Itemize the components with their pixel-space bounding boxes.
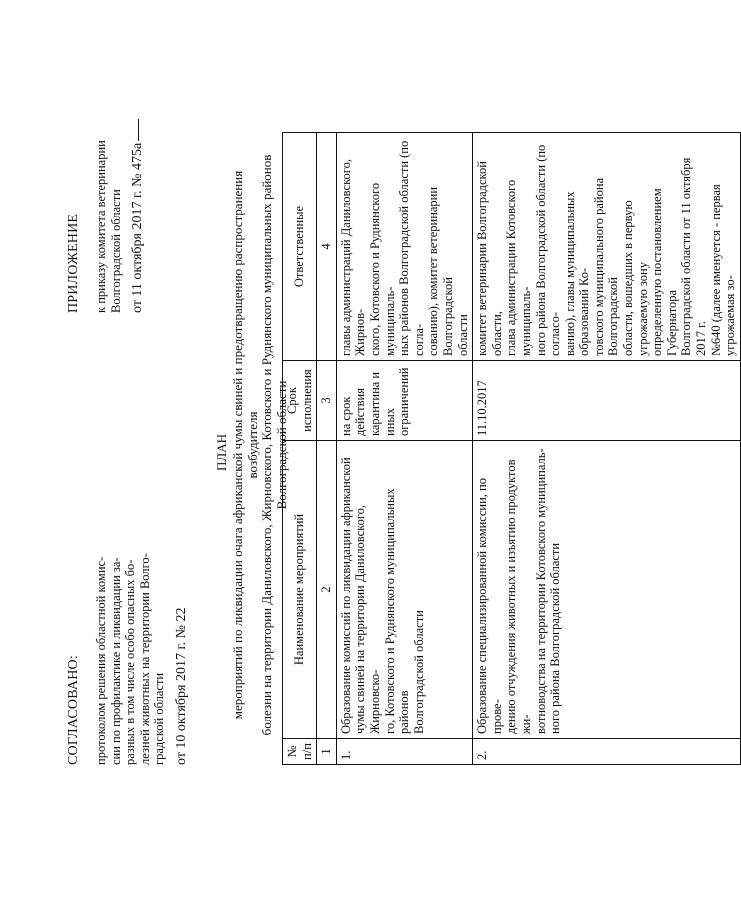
column-number: 1 xyxy=(317,739,337,765)
row-responsible: комитет ветеринарии Волгоградской области, глава администрации Котовского муниципаль- ного района Волгоградской области (по согласо- ванию), главы муниципальных образований Ко- товского муниципального района Волгоградской области, вошедших в первую угрожаемую зону определенную постановлением Губернатора Волгоградской области от 11 октября 2017 г. №640 (далее именуется - первая угрожаемая зо- xyxy=(473,133,741,361)
appendix-heading: ПРИЛОЖЕНИЕ xyxy=(66,213,81,313)
table-row xyxy=(473,133,741,765)
plan-title: ПЛАН xyxy=(214,434,229,471)
row-term: на срок действия карантина и иных ограничений xyxy=(336,361,472,441)
plan-table xyxy=(282,132,741,765)
header-number: № п/п xyxy=(283,739,317,765)
row-number: 2. xyxy=(473,739,741,765)
row-activity: Образование комиссий по ликвидации африканской чумы свиней на территории Даниловского, Жирновско- го, Котовского и Руднянского муниципальных районов Волгоградской области xyxy=(336,441,472,739)
appendix-order-number-text: от 11 октября 2017 г. № 475а xyxy=(130,142,145,313)
column-number: 3 xyxy=(317,361,337,441)
table-row xyxy=(336,133,472,765)
column-number-row xyxy=(317,133,337,765)
plan-subtitle: мероприятий по ликвидации очага африканской чумы свиней и предотвращению распространения возбудителя болезни на территории Даниловского, Жирновского, Котовского и Руднянского муниципальных районов Волгоградской области xyxy=(230,154,289,736)
row-number: 1. xyxy=(336,739,472,765)
header-term: Срок исполнения xyxy=(283,361,317,441)
approved-protocol-text: протоколом решения областной комис- сии по профилактике и ликвидации за- разных в том числе особо опасных бо- лезней животных на территории Волго- градской области xyxy=(94,553,167,765)
column-number: 4 xyxy=(317,133,337,361)
approved-date: от 10 октября 2017 г. № 22 xyxy=(174,607,189,765)
header-activity: Наименование мероприятий xyxy=(283,441,317,739)
header-responsible: Ответственные xyxy=(283,133,317,361)
row-responsible: главы администраций Даниловского, Жирнов- ского, Котовского и Руднянского муниципаль- ных районов Волгоградской области (по согла- сованию), комитет ветеринарии Волгоградской области xyxy=(336,133,472,361)
signature-blank-line xyxy=(138,119,139,141)
table-header-row xyxy=(283,133,317,765)
row-activity: Образование специализированной комиссии, по прове- дению отчуждения животных и изъятию продуктов жи- вотноводства на территории Котовского муниципаль- ного района Волгоградской области xyxy=(473,441,741,739)
column-number: 2 xyxy=(317,441,337,739)
appendix-order-text: к приказу комитета ветеринарии Волгоградской области xyxy=(94,140,123,313)
appendix-order-number xyxy=(130,119,146,313)
approved-heading: СОГЛАСОВАНО: xyxy=(66,655,81,765)
row-term: 11.10.2017 xyxy=(473,361,741,441)
